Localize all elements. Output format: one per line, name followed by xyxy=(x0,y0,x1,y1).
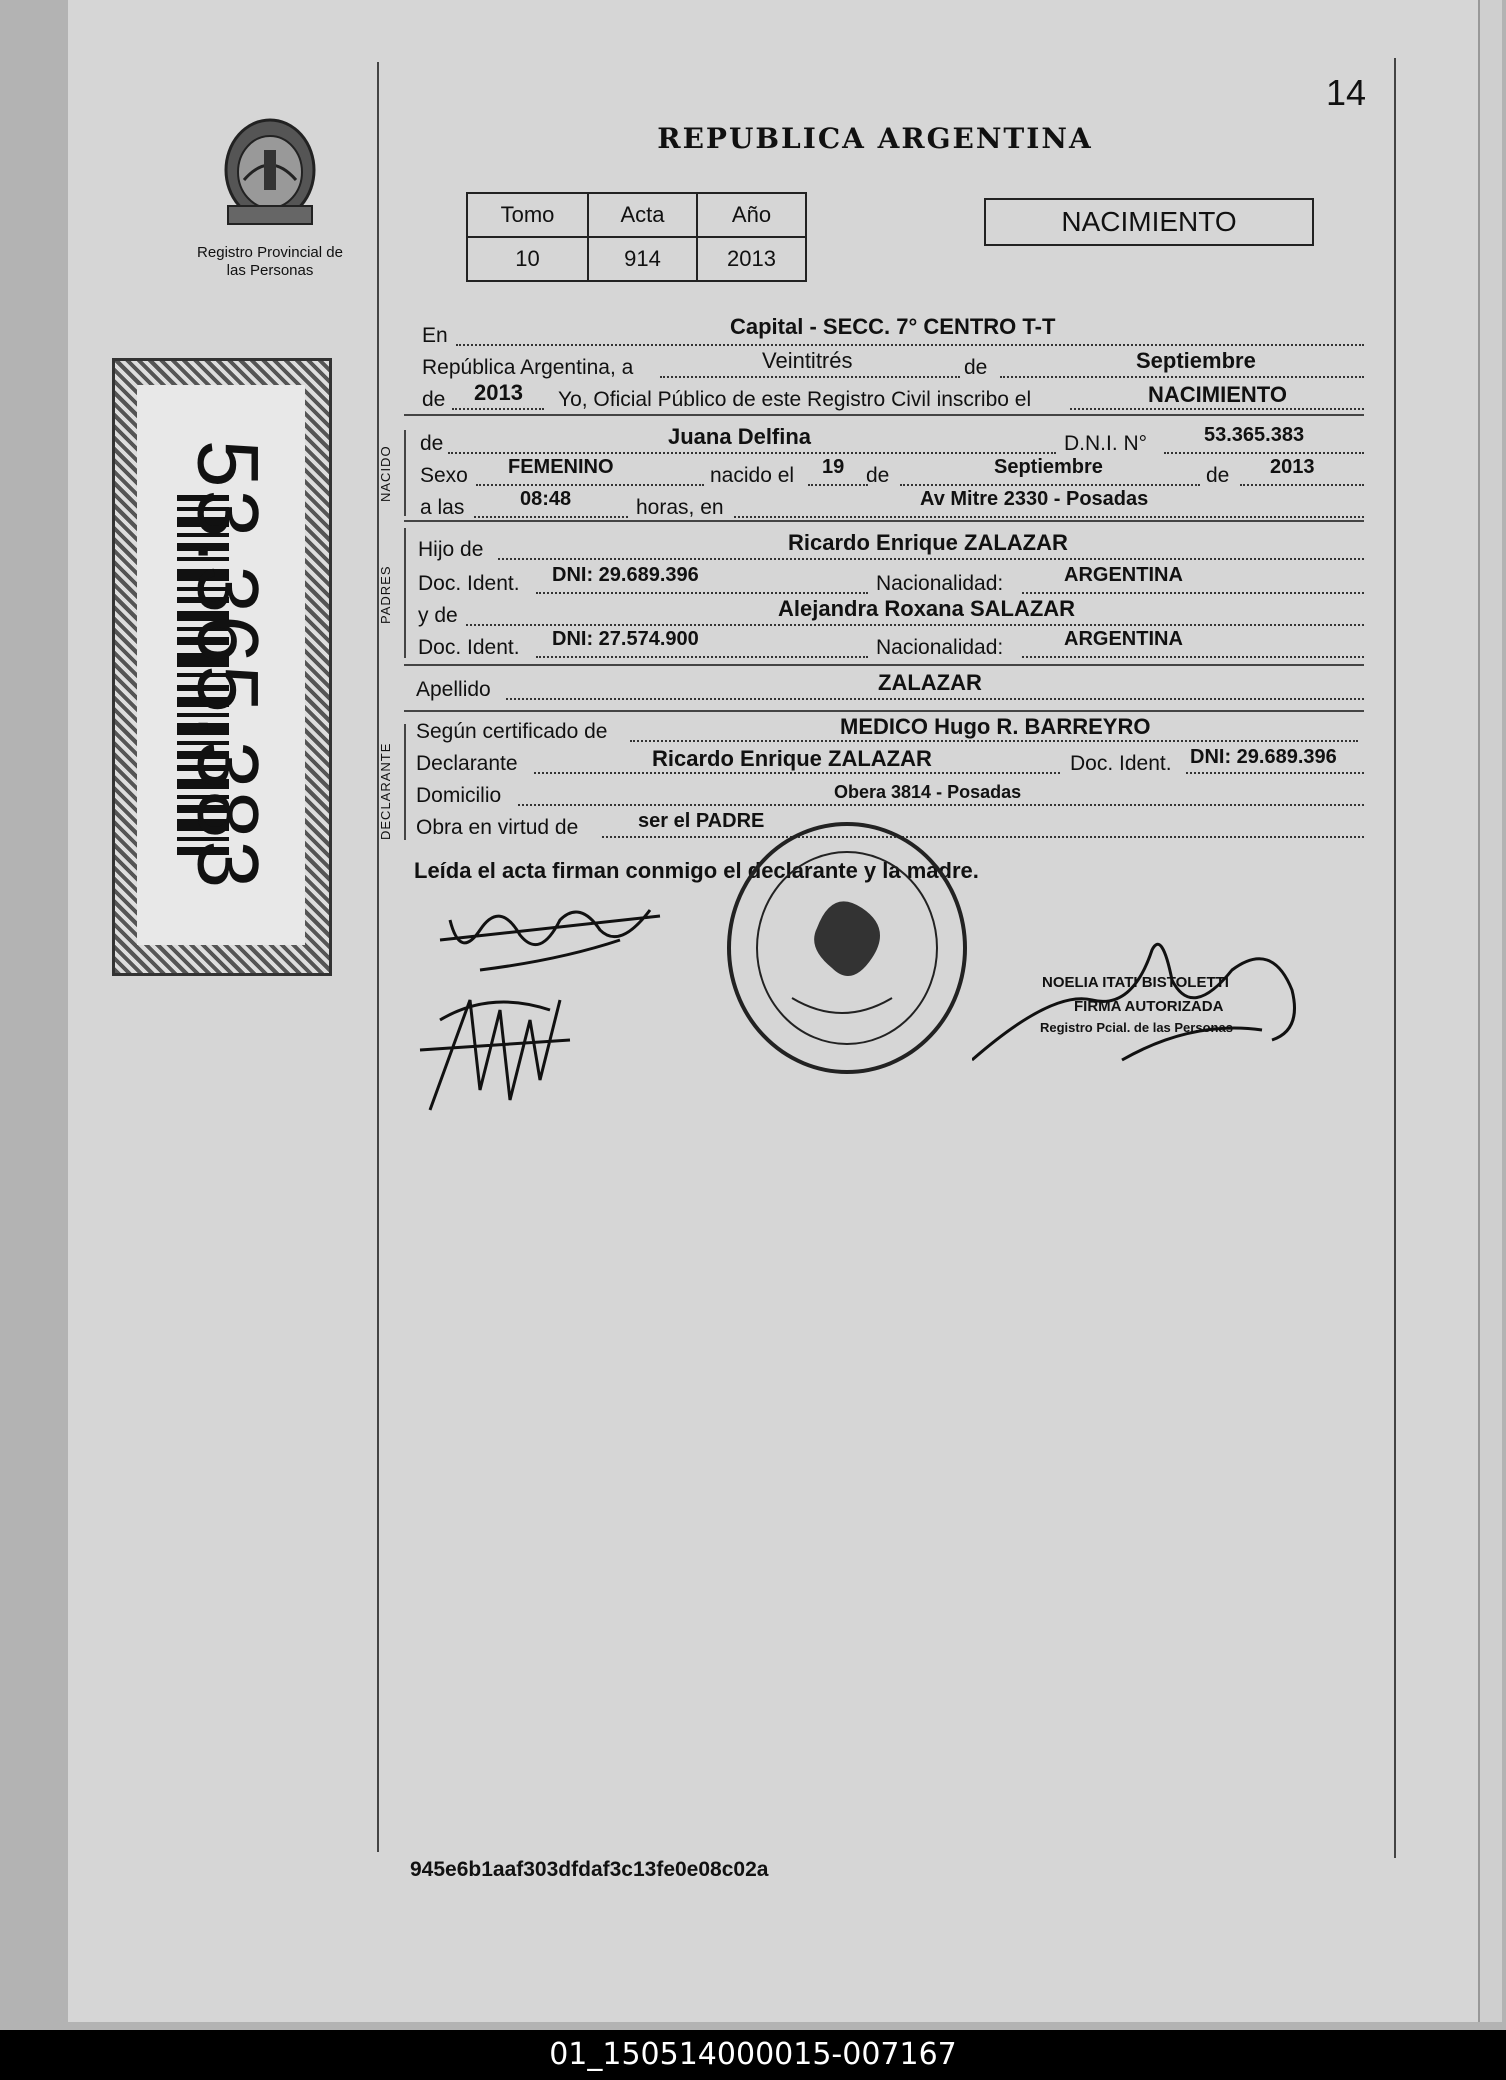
domicilio-value: Obera 3814 - Posadas xyxy=(834,782,1022,802)
madre-nac-value: ARGENTINA xyxy=(1064,628,1183,650)
apellido-value: ZALAZAR xyxy=(878,670,982,695)
field-label: a las xyxy=(420,496,465,519)
field-label: y de xyxy=(418,604,458,627)
dotted-line xyxy=(474,516,628,518)
mes-value: Septiembre xyxy=(1136,348,1256,373)
dotted-line xyxy=(1240,484,1364,486)
registry-name: Registro Provincial de las Personas xyxy=(197,244,343,279)
dotted-line xyxy=(660,376,960,378)
closing-statement: Leída el acta firman conmigo el declarante y la madre. xyxy=(414,858,979,883)
barcode-number: 53.365.383 xyxy=(179,439,276,891)
nac-dia-value: 19 xyxy=(822,456,845,478)
dotted-line xyxy=(630,740,1358,742)
dotted-line xyxy=(456,344,1364,346)
field-label: Según certificado de xyxy=(416,720,608,743)
dotted-line xyxy=(1022,592,1364,594)
barcode-panel xyxy=(112,358,332,976)
province-emblem-icon xyxy=(214,110,326,232)
declarante-value: Ricardo Enrique ZALAZAR xyxy=(652,746,932,771)
padre-nac-value: ARGENTINA xyxy=(1064,564,1183,586)
field-label: Obra en virtud de xyxy=(416,816,579,839)
field-label: Doc. Ident. xyxy=(418,572,520,595)
field-label: Yo, Oficial Público de este Registro Civil inscribo el xyxy=(558,388,1032,411)
hora-value: 08:48 xyxy=(520,488,572,510)
section-rule xyxy=(404,710,1364,712)
acta-header: Acta xyxy=(588,193,697,237)
dotted-line xyxy=(602,836,1364,838)
dotted-line xyxy=(1000,376,1364,378)
nombre-value: Juana Delfina xyxy=(668,424,812,449)
sexo-value: FEMENINO xyxy=(508,456,614,478)
section-label-padres: PADRES xyxy=(378,565,393,624)
lugar-nac-value: Av Mitre 2330 - Posadas xyxy=(920,488,1149,510)
page-number: 14 xyxy=(1326,72,1367,113)
virtud-value: ser el PADRE xyxy=(638,810,765,832)
dotted-line xyxy=(452,408,544,410)
dotted-line xyxy=(1070,408,1364,410)
section-rule xyxy=(404,414,1364,416)
acta-table xyxy=(466,192,807,282)
dotted-line xyxy=(466,624,1364,626)
section-label-nacido: NACIDO xyxy=(378,445,393,502)
padre-doc-value: DNI: 29.689.396 xyxy=(552,564,699,586)
field-label: de xyxy=(422,388,446,411)
acta-value-row xyxy=(467,237,806,281)
field-label: Doc. Ident. xyxy=(1070,752,1172,775)
madre-value: Alejandra Roxana SALAZAR xyxy=(778,596,1076,621)
dotted-line xyxy=(534,772,1060,774)
left-margin-line xyxy=(377,62,379,1852)
inscribo-value: NACIMIENTO xyxy=(1148,382,1287,407)
next-page-edge xyxy=(1478,0,1502,2022)
field-label: En xyxy=(422,324,448,347)
field-label: Doc. Ident. xyxy=(418,636,520,659)
section-bar xyxy=(404,528,406,658)
officer-title: FIRMA AUTORIZADA xyxy=(1074,998,1224,1015)
padre-value: Ricardo Enrique ZALAZAR xyxy=(788,530,1068,555)
field-label: horas, en xyxy=(636,496,724,519)
field-label: de xyxy=(964,356,988,379)
declarante-signature-icon xyxy=(420,880,710,980)
dotted-line xyxy=(518,804,1364,806)
acta-header-row xyxy=(467,193,806,237)
declarante-doc-value: DNI: 29.689.396 xyxy=(1190,746,1337,768)
section-label-declarante: DECLARANTE xyxy=(378,742,393,840)
madre-signature-icon xyxy=(410,980,580,1120)
field-label: Nacionalidad: xyxy=(876,572,1004,595)
section-rule xyxy=(404,664,1364,666)
field-label: Nacionalidad: xyxy=(876,636,1004,659)
field-label: de xyxy=(866,464,890,487)
officer-office: Registro Pcial. de las Personas xyxy=(1040,1020,1233,1035)
nac-anio-value: 2013 xyxy=(1270,456,1315,478)
acta-value: 10 xyxy=(467,237,588,281)
acta-header: Tomo xyxy=(467,193,588,237)
field-label: de xyxy=(420,432,444,455)
dotted-line xyxy=(900,484,1200,486)
dotted-line xyxy=(536,592,868,594)
dotted-line xyxy=(808,484,868,486)
scan-id-bar: 01_150514000015-007167 xyxy=(0,2030,1506,2080)
acta-header: Año xyxy=(697,193,806,237)
dotted-line xyxy=(498,558,1364,560)
lugar-value: Capital - SECC. 7° CENTRO T-T xyxy=(730,314,1056,339)
right-margin-line xyxy=(1394,58,1396,1858)
madre-doc-value: DNI: 27.574.900 xyxy=(552,628,699,650)
dotted-line xyxy=(536,656,868,658)
document-title: REPUBLICA ARGENTINA xyxy=(657,122,1093,155)
acta-value: 914 xyxy=(588,237,697,281)
field-label: Domicilio xyxy=(416,784,502,807)
field-label: Declarante xyxy=(416,752,518,775)
nac-mes-value: Septiembre xyxy=(994,456,1103,478)
field-label: Sexo xyxy=(420,464,468,487)
barcode-area xyxy=(137,385,305,945)
certificado-value: MEDICO Hugo R. BARREYRO xyxy=(840,714,1151,739)
field-label: D.N.I. N° xyxy=(1064,432,1148,455)
dotted-line xyxy=(1186,772,1364,774)
field-label: Hijo de xyxy=(418,538,484,561)
dia-value: Veintitrés xyxy=(762,348,853,373)
document-hash: 945e6b1aaf303dfdaf3c13fe0e08c02a xyxy=(410,1858,769,1881)
officer-name: NOELIA ITATI BISTOLETTI xyxy=(1042,974,1229,991)
dotted-line xyxy=(1022,656,1364,658)
dni-value: 53.365.383 xyxy=(1204,424,1305,446)
field-label: de xyxy=(1206,464,1230,487)
record-type-box: NACIMIENTO xyxy=(984,198,1314,246)
anio-value: 2013 xyxy=(474,380,523,405)
field-label: República Argentina, a xyxy=(422,356,634,379)
section-bar xyxy=(404,430,406,516)
dotted-line xyxy=(1164,452,1364,454)
dotted-line xyxy=(506,698,1364,700)
acta-value: 2013 xyxy=(697,237,806,281)
section-rule xyxy=(404,520,1364,522)
dotted-line xyxy=(448,452,1056,454)
dotted-line xyxy=(734,516,1364,518)
official-seal-icon xyxy=(722,818,972,1078)
dotted-line xyxy=(476,484,704,486)
field-label: Apellido xyxy=(416,678,491,701)
field-label: nacido el xyxy=(710,464,795,487)
section-bar xyxy=(404,724,406,840)
